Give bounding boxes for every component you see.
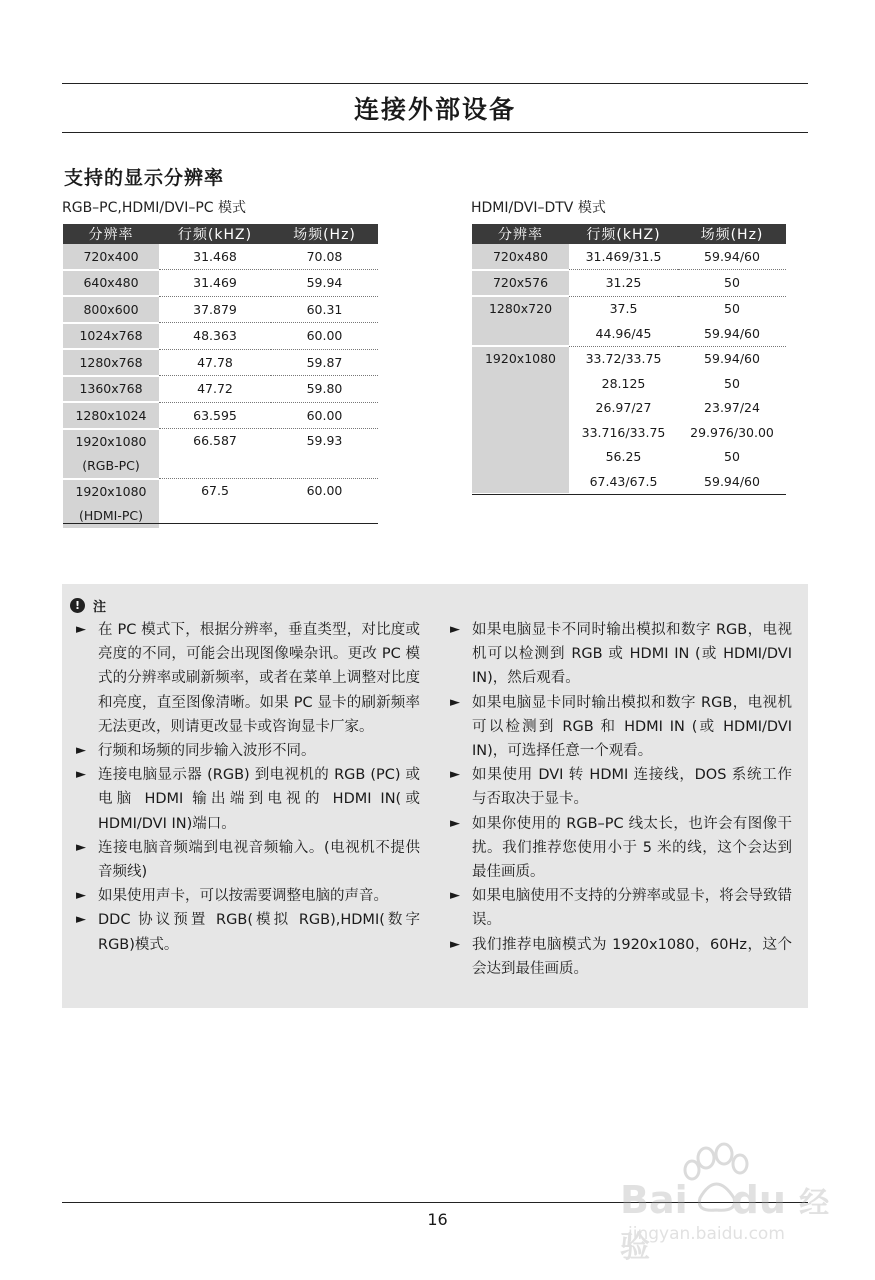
pc-table-bottom-rule [63,523,378,524]
title-underline [62,132,808,133]
watermark-url: jingyan.baidu.com [628,1224,785,1244]
header-h-freq: 行频(kHZ) [159,224,271,244]
resolution-value: 1280x768 [79,354,143,370]
resolution-value: 1920x1080 [75,433,147,449]
note-item [72,739,420,763]
h-freq-cell: 63.595 [159,402,271,429]
v-freq-cell: 50 [724,449,740,465]
note-item [446,618,792,691]
table-row [63,349,378,376]
watermark-brand3: 经验 [620,1186,830,1265]
h-freq-cell: 31.469 [159,270,271,297]
h-freq-cell: 33.72/33.75 [585,351,662,367]
bullet-arrow-icon: ► [76,888,86,904]
h-freq-cell: 48.363 [159,323,271,350]
dtv-table-caption: HDMI/DVI–DTV 模式 [471,200,606,216]
resolution-cell [63,349,159,376]
table-row [472,346,786,371]
note-text: 如果你使用的 RGB–PC 线太长，也许会有图像干扰。我们推荐您使用小于 5 米的线，这个会达到最佳画质。 [472,815,792,881]
pc-resolution-table [63,224,378,530]
h-freq-cell: 33.716/33.75 [581,424,666,440]
resolution-cell [63,402,159,429]
table-row [63,429,378,479]
resolution-value: 1024x768 [79,328,143,344]
table-row [63,479,378,529]
note-item [72,618,420,739]
note-item [72,908,420,956]
resolution-cell: 1280x720 [472,296,569,346]
resolution-mode: (HDMI-PC) [78,507,144,523]
note-text: 在 PC 模式下，根据分辨率，垂直类型，对比度或亮度的不同，可能会出现图像噪杂讯。更改 PC 模式的分辨率或刷新频率，或者在菜单上调整对比度和亮度，直至图像清晰。如果 PC 显卡的刷新频率无法更改，则请更改显卡或咨询显卡厂家。 [98,622,420,735]
note-item [446,763,792,811]
note-text: DDC 协议预置 RGB(模拟 RGB),HDMI(数字 RGB)模式。 [98,912,420,953]
table-row [63,244,378,270]
v-freq-cell: 59.93 [271,429,378,479]
note-item [446,812,792,885]
bullet-arrow-icon: ► [450,767,460,783]
table-row [472,244,786,270]
watermark-brand2: du [731,1178,786,1222]
header-resolution: 分辨率 [63,224,159,244]
h-freq-cell: 44.96/45 [569,321,678,346]
table-header-row [472,224,786,244]
h-freq-cell: 37.5 [609,301,638,317]
v-freq-cell: 23.97/24 [704,400,760,416]
h-freq-cell: 56.25 [605,449,642,465]
v-freq-cell: 59.94/60 [678,321,786,346]
header-v-freq: 场频(Hz) [678,224,786,244]
resolution-cell: 720x576 [472,270,569,297]
v-freq-cell: 60.31 [271,296,378,323]
pc-table-caption: RGB–PC,HDMI/DVI–PC 模式 [62,200,246,216]
note-text: 如果使用 DVI 转 HDMI 连接线，DOS 系统工作与否取决于显卡。 [472,767,792,808]
h-freq-cell: 31.25 [569,270,678,297]
h-freq-cell: 67.43/67.5 [589,473,658,489]
note-item [446,691,792,764]
header-v-freq: 场频(Hz) [271,224,378,244]
notes-heading-label: 注 [93,600,107,615]
h-freq-cell: 37.879 [159,296,271,323]
v-freq-cell: 59.94/60 [678,244,786,270]
table-row [63,323,378,350]
v-freq-cell: 50 [724,375,740,391]
resolution-cell [63,376,159,403]
table-row [63,402,378,429]
resolution-cell [63,270,159,297]
top-rule [62,83,808,84]
resolution-value: 720x400 [83,248,139,264]
h-freq-cell: 31.468 [159,244,271,270]
table-row [472,270,786,297]
h-freq-cell: 67.5 [201,483,229,498]
watermark-brand: Bai [620,1178,688,1222]
note-text: 如果电脑显卡不同时输出模拟和数字 RGB，电视机可以检测到 RGB 或 HDMI IN (或 HDMI/DVI IN)，然后观看。 [472,622,792,687]
table-row [63,296,378,323]
notes-left-column [72,618,420,957]
note-item [72,763,420,836]
note-item [72,836,420,884]
v-freq-cell: 50 [724,301,740,317]
h-freq-cell: 26.97/27 [595,400,652,416]
header-resolution: 分辨率 [472,224,569,244]
v-freq-cell: 59.94/60 [704,351,760,367]
dtv-resolution-table [472,224,786,495]
bullet-arrow-icon: ► [450,888,460,904]
v-freq-cell: 59.87 [271,349,378,376]
resolution-cell [63,296,159,323]
v-freq-cell: 50 [678,270,786,297]
warning-icon: ! [70,598,85,613]
resolution-value: 1280x1024 [75,407,147,423]
table-row [472,296,786,321]
table-row [63,376,378,403]
v-freq-cell: 60.00 [271,402,378,429]
note-item [446,884,792,932]
baidu-watermark [620,1140,850,1265]
bullet-arrow-icon: ► [76,622,86,637]
v-freq-cell: 29.976/30.00 [690,424,774,440]
table-header-row [63,224,378,244]
section-title: 支持的显示分辨率 [64,167,225,189]
note-text: 如果电脑使用不支持的分辨率或显卡，将会导致错误。 [472,888,792,929]
h-freq-cell: 31.469/31.5 [569,244,678,270]
v-freq-cell: 60.00 [306,483,343,498]
resolution-cell [63,244,159,270]
bullet-arrow-icon: ► [76,839,86,855]
bullet-arrow-icon: ► [450,694,460,710]
bullet-arrow-icon: ► [76,912,86,928]
v-freq-cell: 70.08 [271,244,378,270]
page-title: 连接外部设备 [353,95,516,124]
note-item [446,933,792,981]
note-text: 连接电脑显示器 (RGB) 到电视机的 RGB (PC) 或电脑 HDMI 输出端到电视的 HDMI IN(或 HDMI/DVI IN)端口。 [98,767,420,832]
dtv-table-bottom-rule [472,494,786,495]
notes-right-column [446,618,792,981]
resolution-value: 1360x768 [79,381,143,397]
bullet-arrow-icon: ► [76,743,86,759]
h-freq-cell: 47.72 [159,376,271,403]
note-text: 行频和场频的同步输入波形不同。 [98,743,316,760]
table-row [63,270,378,297]
note-text: 如果电脑显卡同时输出模拟和数字 RGB，电视机可以检测到 RGB 和 HDMI IN (或 HDMI/DVI IN)，可选择任意一个观看。 [472,694,792,760]
h-freq-cell: 66.587 [159,429,271,479]
v-freq-cell: 60.00 [271,323,378,350]
header-h-freq: 行频(kHZ) [569,224,678,244]
bullet-arrow-icon: ► [450,936,460,952]
page-number: 16 [427,1210,448,1229]
resolution-cell [63,479,159,529]
v-freq-cell: 59.94 [271,270,378,297]
resolution-cell: 720x480 [472,244,569,270]
bullet-arrow-icon: ► [450,815,460,831]
resolution-value: 640x480 [83,275,139,291]
notes-heading [70,596,106,615]
resolution-value: 1920x1080 [75,483,147,499]
resolution-cell [63,429,159,479]
note-text: 我们推荐电脑模式为 1920x1080，60Hz，这个会达到最佳画质。 [472,936,792,977]
v-freq-cell: 59.94/60 [704,473,760,489]
resolution-cell: 1920x1080 [472,346,569,494]
resolution-mode: (RGB-PC) [82,457,140,473]
note-text: 如果使用声卡，可以按需要调整电脑的声音。 [98,888,388,905]
note-text: 连接电脑音频端到电视音频输入。(电视机不提供音频线) [98,839,420,881]
h-freq-cell: 47.78 [159,349,271,376]
note-item [72,884,420,908]
resolution-cell [63,323,159,350]
bullet-arrow-icon: ► [450,622,460,637]
h-freq-cell: 28.125 [601,375,646,391]
resolution-value: 800x600 [83,301,139,317]
v-freq-cell: 59.80 [271,376,378,403]
bullet-arrow-icon: ► [76,767,86,783]
